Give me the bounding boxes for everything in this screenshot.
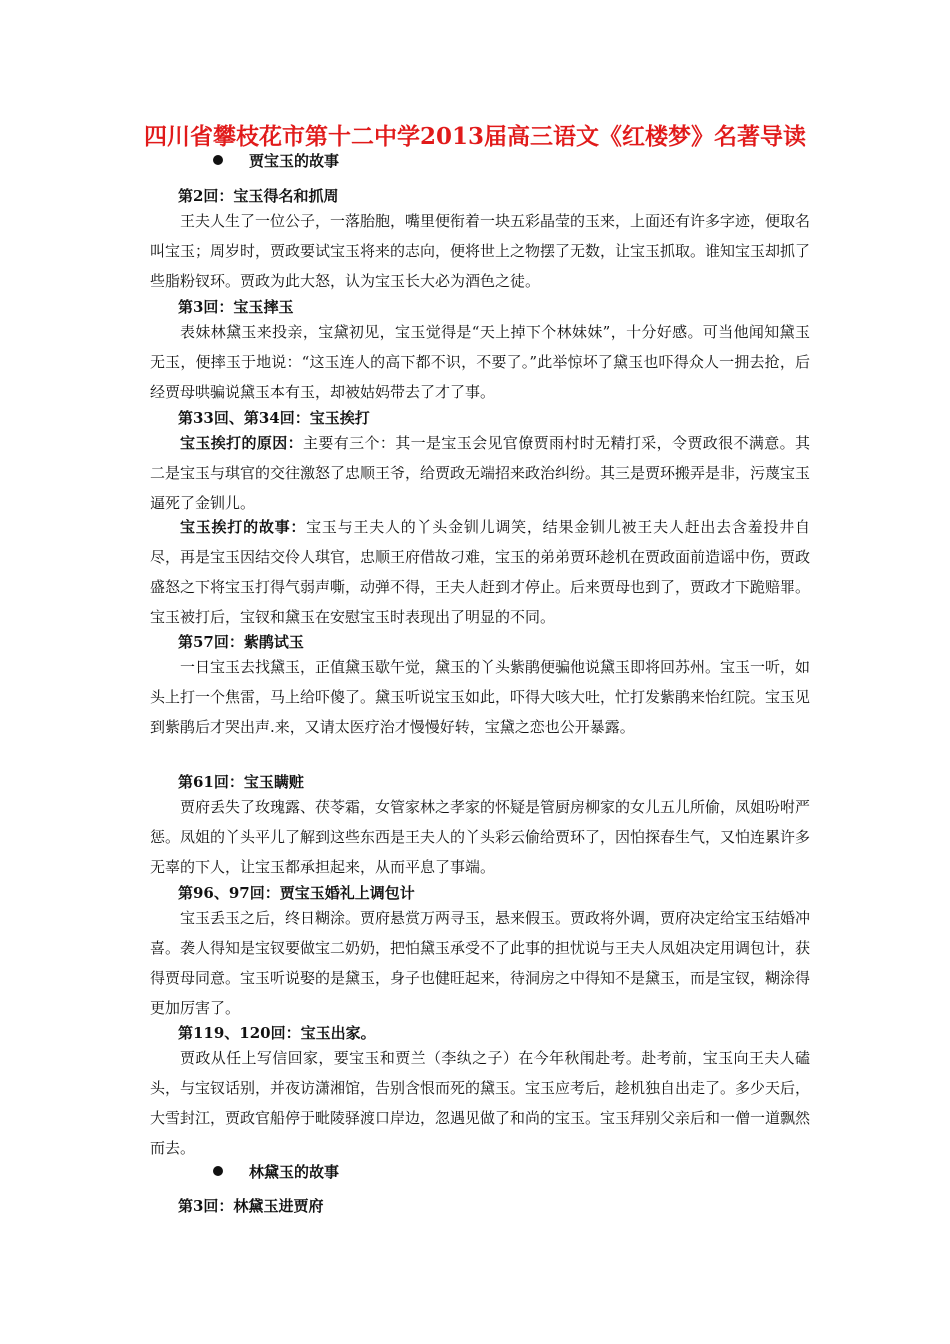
- chapter-heading: 第119、120回：宝玉出家。: [178, 1024, 376, 1042]
- chapter-paragraph: [150, 512, 810, 632]
- paragraph-body: 宝玉与王夫人的丫头金钏儿调笑，结果金钏儿被王夫人赶出去含羞投井自尽，再是宝玉因结交伶人琪官，忠顺王府借故刁难，宝玉的弟弟贾环趁机在贾政面前造谣中伤，贾政盛怒之下将宝玉打得气弱声嘶，动弹不得，王夫人赶到才停止。后来贾母也到了，贾政才下跪赔罪。宝玉被打后，宝钗和黛玉在安慰宝玉时表现出了明显的不同。: [150, 518, 811, 626]
- section-bullet-baoyu: [213, 151, 339, 171]
- chapter-heading: 第96、97回：贾宝玉婚礼上调包计: [178, 884, 415, 902]
- chapter-paragraph: 表妹林黛玉来投亲，宝黛初见，宝玉觉得是“天上掉下个林妹妹”，十分好感。可当他闻知黛玉无玉，便摔玉于地说：“这玉连人的高下都不识，不要了。”此举惊坏了黛玉也吓得众人一拥去抢，后经贾母哄骗说黛玉本有玉，却被姑妈带去了才了事。: [150, 323, 810, 401]
- chapter-heading: 第3回：林黛玉进贾府: [178, 1197, 324, 1215]
- chapter-paragraph: 王夫人生了一位公子，一落胎胞，嘴里便衔着一块五彩晶莹的玉来，上面还有许多字迹，便取名叫宝玉；周岁时，贾政要试宝玉将来的志向，便将世上之物摆了无数，让宝玉抓取。谁知宝玉却抓了些脂粉钗环。贾政为此大怒，认为宝玉长大必为酒色之徒。: [150, 212, 811, 290]
- section-label: 林黛玉的故事: [249, 1163, 340, 1181]
- chapter-paragraph: 宝玉丢玉之后，终日糊涂。贾府悬赏万两寻玉，悬来假玉。贾政将外调，贾府决定给宝玉结婚冲喜。袭人得知是宝钗要做宝二奶奶，把怕黛玉承受不了此事的担忧说与王夫人凤姐决定用调包计，获得贾母同意。宝玉听说娶的是黛玉，身子也健旺起来，待洞房之中得知不是黛玉，而是宝钗，糊涂得更加厉害了。: [150, 909, 811, 1017]
- paragraph-body: 主要有三个：其一是宝玉会见官僚贾雨村时无精打采，令贾政很不满意。其二是宝玉与琪官的交往激怒了忠顺王爷，给贾政无端招来政治纠纷。其三是贾环搬弄是非，污蔑宝玉逼死了金钏儿。: [150, 434, 811, 512]
- section-label: 贾宝玉的故事: [249, 152, 340, 170]
- chapter-paragraph: 贾府丢失了玫瑰露、茯苓霜，女管家林之孝家的怀疑是管厨房柳家的女儿五儿所偷，凤姐吩咐严惩。凤姐的丫头平儿了解到这些东西是王夫人的丫头彩云偷给贾环了，因怕探春生气，又怕连累许多无辜的下人，让宝玉都承担起来，从而平息了事端。: [150, 798, 811, 876]
- chapter-paragraph: [150, 428, 810, 518]
- bullet-dot-icon: [213, 1166, 223, 1176]
- paragraph-lead: 宝玉挨打的故事：: [180, 518, 307, 536]
- page-title: 四川省攀枝花市第十二中学2013届高三语文《红楼梦》名著导读: [143, 123, 806, 150]
- chapter-heading: 第2回：宝玉得名和抓周: [178, 187, 339, 205]
- section-bullet-daiyu: [213, 1162, 339, 1182]
- chapter-heading: 第33回、第34回：宝玉挨打: [178, 409, 370, 427]
- chapter-heading: 第57回：紫鹃试玉: [178, 633, 304, 651]
- paragraph-lead: 宝玉挨打的原因：: [180, 434, 303, 452]
- chapter-paragraph: 贾政从任上写信回家，要宝玉和贾兰（李纨之子）在今年秋闱赴考。赴考前，宝玉向王夫人磕头，与宝钗话别，并夜访潇湘馆，告别含恨而死的黛玉。宝玉应考后，趁机独自出走了。多少天后，大雪封江，贾政官船停于毗陵驿渡口岸边，忽遇见做了和尚的宝玉。宝玉拜别父亲后和一僧一道飘然而去。: [150, 1049, 811, 1157]
- chapter-heading: 第3回：宝玉摔玉: [178, 298, 294, 316]
- chapter-paragraph: 一日宝玉去找黛玉，正值黛玉歇午觉，黛玉的丫头紫鹃便骗他说黛玉即将回苏州。宝玉一听，如头上打一个焦雷，马上给吓傻了。黛玉听说宝玉如此，吓得大咳大吐，忙打发紫鹃来怡红院。宝玉见到紫鹃后才哭出声.来，又请太医疗治才慢慢好转，宝黛之恋也公开暴露。: [150, 658, 811, 736]
- chapter-heading: 第61回：宝玉瞒赃: [178, 773, 304, 791]
- bullet-dot-icon: [213, 155, 223, 165]
